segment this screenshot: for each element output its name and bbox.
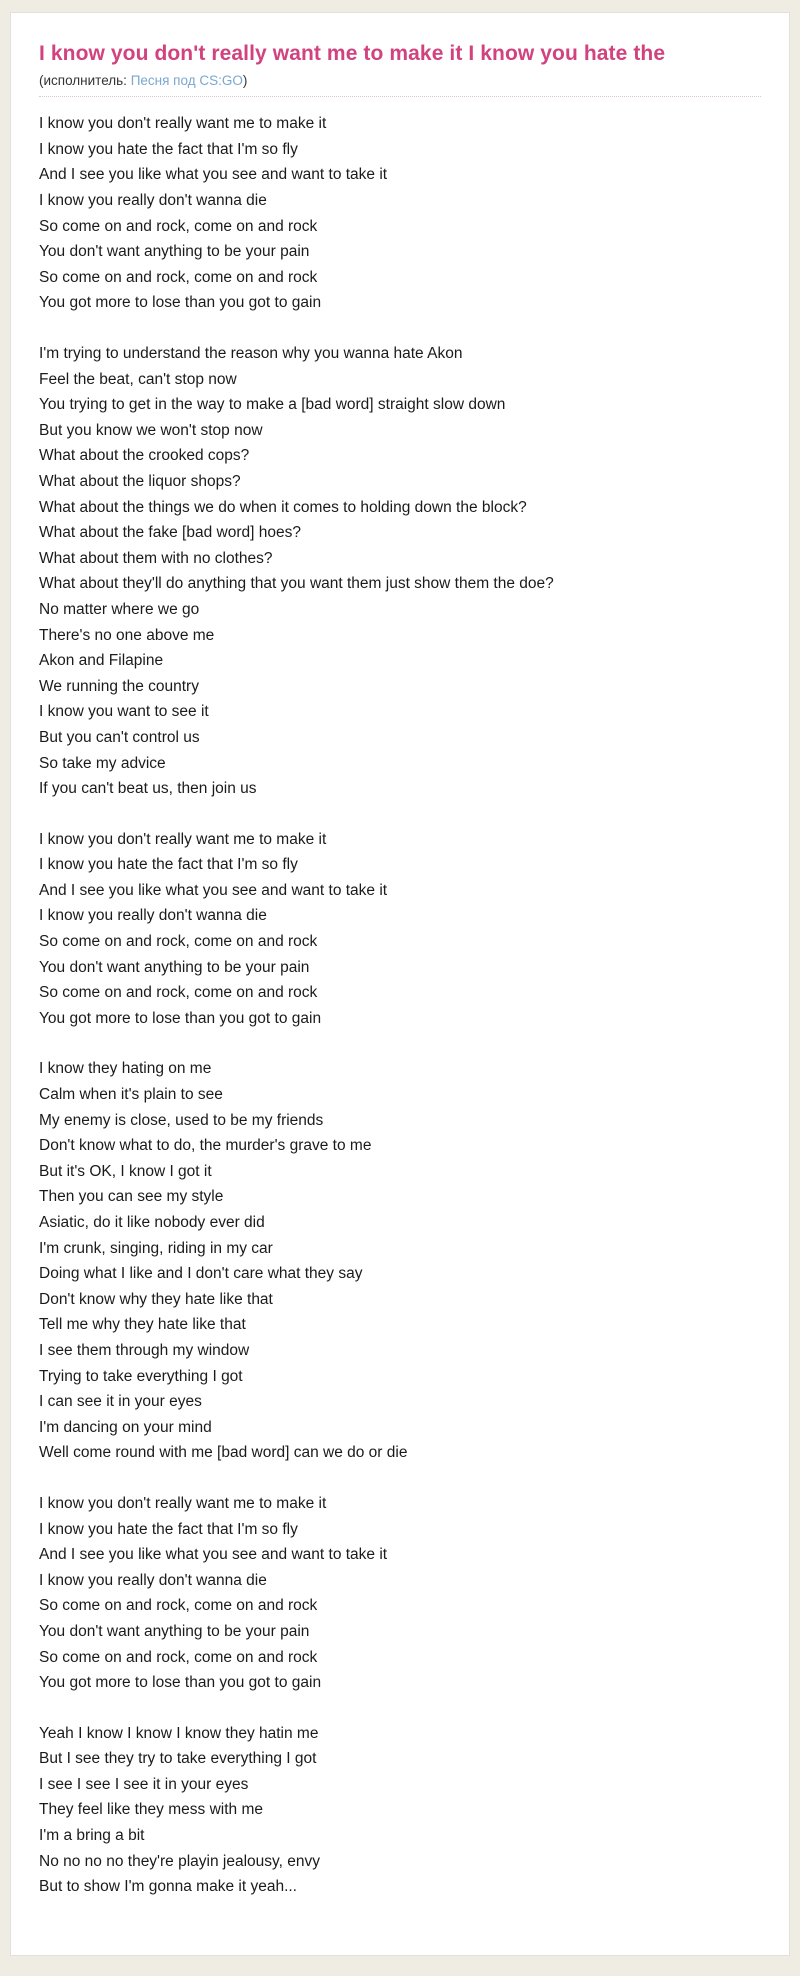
- lyrics-line: Trying to take everything I got: [39, 1367, 243, 1385]
- lyrics-line: I'm a bring a bit: [39, 1827, 145, 1845]
- lyrics-verse: [39, 341, 761, 802]
- lyrics-line: There's no one above me: [39, 626, 215, 644]
- lyrics-line: What about the liquor shops?: [39, 472, 241, 490]
- lyrics-line: I know you hate the fact that I'm so fly: [39, 856, 298, 874]
- lyrics-line: So come on and rock, come on and rock: [39, 1597, 318, 1615]
- lyrics-line: Feel the beat, can't stop now: [39, 370, 237, 388]
- lyrics-line: So come on and rock, come on and rock: [39, 268, 318, 286]
- lyrics-line: I know they hating on me: [39, 1060, 212, 1078]
- lyrics-line: I know you hate the fact that I'm so fly: [39, 140, 298, 158]
- lyrics-line: You got more to lose than you got to gain: [39, 294, 322, 312]
- lyrics-line: What about they'll do anything that you want them just show them the doe?: [39, 575, 554, 593]
- lyrics-verse: [39, 1056, 761, 1466]
- artist-suffix-label: ): [242, 73, 248, 89]
- lyrics-card: [10, 12, 790, 1956]
- lyrics-line: No no no no they're playin jealousy, envy: [39, 1852, 320, 1870]
- lyrics-line: So come on and rock, come on and rock: [39, 933, 318, 951]
- lyrics-line: I see I see I see it in your eyes: [39, 1775, 249, 1793]
- lyrics-line: I know you want to see it: [39, 703, 209, 721]
- lyrics-line: I'm trying to understand the reason why you wanna hate Akon: [39, 345, 463, 362]
- lyrics-line: And I see you like what you see and want to take it: [39, 166, 388, 184]
- artist-link[interactable]: Песня под CS:GO: [130, 73, 243, 89]
- lyrics-line: And I see you like what you see and want to take it: [39, 881, 388, 899]
- lyrics-line: I see them through my window: [39, 1341, 250, 1359]
- lyrics-line: I know you really don't wanna die: [39, 192, 267, 210]
- artist-prefix-label: (исполнитель:: [39, 73, 127, 89]
- lyrics-line: Yeah I know I know I know they hatin me: [39, 1724, 319, 1742]
- lyrics-line: So come on and rock, come on and rock: [39, 1648, 318, 1666]
- lyrics-line: I can see it in your eyes: [39, 1393, 202, 1411]
- lyrics-line: I know you don't really want me to make it: [39, 1494, 327, 1512]
- lyrics-line: But to show I'm gonna make it yeah...: [39, 1878, 297, 1896]
- lyrics-line: You don't want anything to be your pain: [39, 958, 310, 976]
- lyrics-line: You don't want anything to be your pain: [39, 1622, 310, 1640]
- lyrics-line: I know you really don't wanna die: [39, 1571, 267, 1589]
- lyrics-line: But it's OK, I know I got it: [39, 1162, 212, 1180]
- lyrics-line: So come on and rock, come on and rock: [39, 217, 318, 235]
- lyrics-line: I'm crunk, singing, riding in my car: [39, 1239, 273, 1257]
- lyrics-verse: [39, 1491, 761, 1696]
- lyrics-line: Tell me why they hate like that: [39, 1316, 246, 1334]
- lyrics-line: But you know we won't stop now: [39, 421, 263, 439]
- lyrics-verse: [39, 827, 761, 1032]
- lyrics-line: If you can't beat us, then join us: [39, 780, 257, 798]
- artist-line: [39, 73, 761, 97]
- lyrics-line: So take my advice: [39, 754, 166, 772]
- lyrics-line: What about the fake [bad word] hoes?: [39, 524, 301, 542]
- lyrics-line: What about the things we do when it comes to holding down the block?: [39, 498, 527, 516]
- lyrics-line: I know you hate the fact that I'm so fly: [39, 1520, 298, 1538]
- lyrics-line: Don't know why they hate like that: [39, 1290, 273, 1308]
- lyrics-line: You got more to lose than you got to gain: [39, 1674, 322, 1692]
- lyrics-line: Well come round with me [bad word] can we do or die: [39, 1444, 408, 1462]
- lyrics-body: [39, 111, 761, 1900]
- lyrics-line: I know you don't really want me to make it: [39, 115, 327, 133]
- lyrics-line: Then you can see my style: [39, 1188, 224, 1206]
- lyrics-line: Doing what I like and I don't care what they say: [39, 1265, 363, 1283]
- lyrics-line: What about the crooked cops?: [39, 447, 250, 465]
- lyrics-line: You got more to lose than you got to gain: [39, 1009, 322, 1027]
- lyrics-line: We running the country: [39, 677, 199, 695]
- lyrics-line: You don't want anything to be your pain: [39, 243, 310, 261]
- lyrics-line: I'm dancing on your mind: [39, 1418, 212, 1436]
- lyrics-line: They feel like they mess with me: [39, 1801, 263, 1819]
- lyrics-line: So come on and rock, come on and rock: [39, 984, 318, 1002]
- lyrics-line: But I see they try to take everything I got: [39, 1750, 317, 1768]
- lyrics-line: But you can't control us: [39, 728, 200, 746]
- lyrics-verse: [39, 111, 761, 316]
- lyrics-line: Don't know what to do, the murder's grave to me: [39, 1137, 372, 1155]
- lyrics-line: My enemy is close, used to be my friends: [39, 1111, 324, 1129]
- lyrics-line: Calm when it's plain to see: [39, 1086, 223, 1104]
- lyrics-line: I know you really don't wanna die: [39, 907, 267, 925]
- lyrics-line: No matter where we go: [39, 600, 200, 618]
- lyrics-line: Akon and Filapine: [39, 652, 164, 670]
- lyrics-line: And I see you like what you see and want to take it: [39, 1546, 388, 1564]
- lyrics-line: I know you don't really want me to make it: [39, 830, 327, 848]
- lyrics-verse: [39, 1721, 761, 1900]
- page-title: I know you don't really want me to make it I know you hate the: [39, 42, 666, 65]
- lyrics-line: Asiatic, do it like nobody ever did: [39, 1214, 265, 1231]
- lyrics-line: What about them with no clothes?: [39, 549, 273, 567]
- lyrics-line: You trying to get in the way to make a [bad word] straight slow down: [39, 396, 506, 414]
